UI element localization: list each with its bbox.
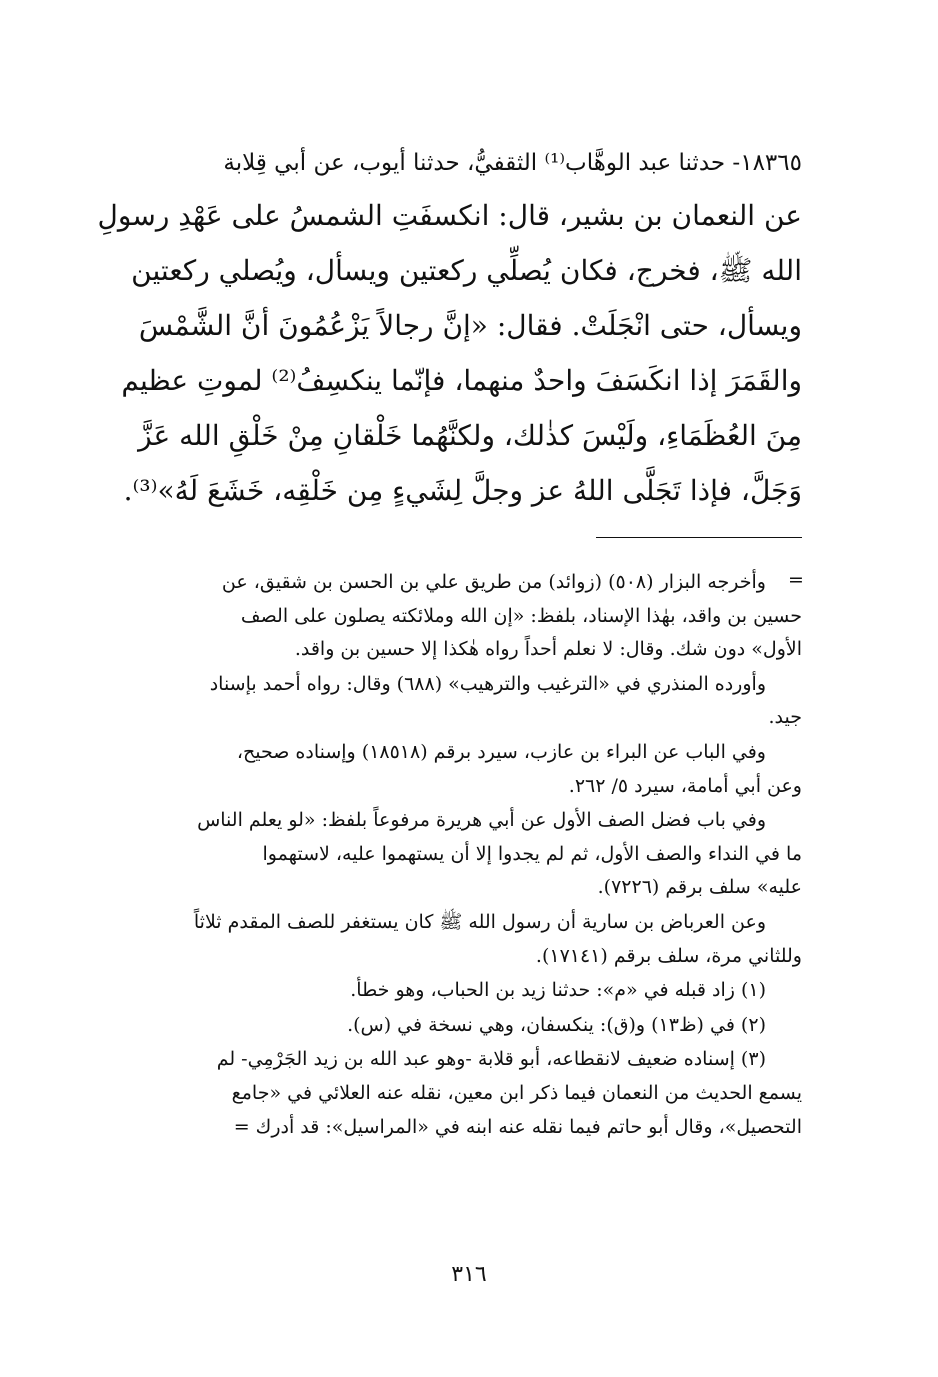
continuation-marker: = (788, 569, 804, 591)
footnotes (82, 566, 802, 1145)
footnote-line: ما في النداء والصف الأول، ثم لم يجدوا إلا أن يستهموا عليه، لاستهموا (262, 842, 802, 865)
footnote-paragraph (82, 566, 802, 667)
footnote-line: (٢) في (ظ١٣) و(ق): ينكسفان، وهي نسخة في (س). (347, 1013, 766, 1036)
footnote-line: جيد. (768, 706, 802, 729)
footnote-line: يسمع الحديث من النعمان فيما ذكر ابن معين، نقله عنه العلائي في «جامع (231, 1081, 802, 1104)
footnote-line: الأول» دون شك. وقال: لا نعلم أحداً رواه هٰكذا إلا حسين بن واقد. (294, 638, 802, 661)
hadith-line: عن النعمان بن بشير، قال: انكسفَتِ الشمسُ على عَهْدِ رسولِ (97, 199, 802, 232)
footnote-line: وأورده المنذري في «الترغيب والترهيب» (٦٨٨) وقال: رواه أحمد بإسناد (209, 672, 766, 695)
hadith-line: مِنَ العُظَمَاءِ، ولَيْسَ كذٰلك، ولكنَّهُما خَلْقانِ مِنْ خَلْقِ الله عَزَّ (138, 419, 802, 452)
footnote-line: وللثاني مرة، سلف برقم (١٧١٤١). (535, 944, 802, 967)
footnote-line: وفي الباب عن البراء بن عازب، سيرد برقم (١٨٥١٨) وإسناده صحيح، (236, 740, 766, 763)
footnote-line: (٣) إسناده ضعيف لانقطاعه، أبو قلابة -وهو عبد الله بن زيد الجَرْمِي- لم (216, 1048, 766, 1071)
page-number: ٣١٦ (451, 1262, 487, 1287)
footnote-line: (١) زاد قبله في «م»: حدثنا زيد بن الحباب، وهو خطأ. (350, 979, 766, 1002)
footnote-paragraph (82, 974, 802, 1008)
footnote-line: وعن العرباض بن سارية أن رسول الله ﷺ كان يستغفر للصف المقدم ثلاثاً (193, 910, 766, 933)
footnote-line: عليه» سلف برقم (٧٢٢٦). (597, 876, 802, 899)
footnote-line: حسين بن واقد، بهٰذا الإسناد، بلفظ: «إن الله وملائكته يصلون على الصف (240, 604, 802, 627)
footnote-line: التحصيل»، وقال أبو حاتم فيما نقله عنه ابنه في «المراسيل»: قد أدرك = (233, 1115, 802, 1138)
hadith-text (78, 138, 802, 518)
footnote-line: وعن أبي أمامة، سيرد ٥/ ٢٦٢. (568, 774, 802, 797)
footnote-paragraph (82, 736, 802, 803)
hadith-line: والقَمَرَ إذا انكَسَفَ واحدٌ منهما، فإنّما ينكسِفُ⁽²⁾ لموتِ عظيم (121, 364, 802, 397)
footnote-paragraph (82, 804, 802, 905)
footnote-separator (596, 537, 802, 538)
hadith-line: ١٨٣٦٥- حدثنا عبد الوهَّاب⁽¹⁾ الثقفيُّ، حدثنا أيوب، عن أبي قِلابة (223, 150, 802, 176)
footnote-paragraph (82, 668, 802, 735)
footnote-paragraph (82, 906, 802, 973)
hadith-line: وَجَلَّ، فإذا تَجَلَّى اللهُ عز وجلَّ لِشَيءٍ مِن خَلْقِه، خَشَعَ لَهُ»⁽³⁾. (123, 474, 802, 507)
hadith-line: الله ﷺ، فخرج، فكان يُصلِّي ركعتين ويسأل، ويُصلي ركعتين (131, 254, 802, 287)
footnote-line: وفي باب فضل الصف الأول عن أبي هريرة مرفوعاً بلفظ: «لو يعلم الناس (197, 809, 766, 832)
footnote-line: وأخرجه البزار (٥٠٨) (زوائد) من طريق علي بن الحسن بن شقيق، عن (221, 571, 766, 593)
footnote-paragraph (82, 1043, 802, 1144)
hadith-line: ويسأل، حتى انْجَلَتْ. فقال: «إنَّ رجالاً يَزْعُمُونَ أنَّ الشَّمْسَ (138, 309, 802, 342)
footnote-paragraph (82, 1009, 802, 1043)
